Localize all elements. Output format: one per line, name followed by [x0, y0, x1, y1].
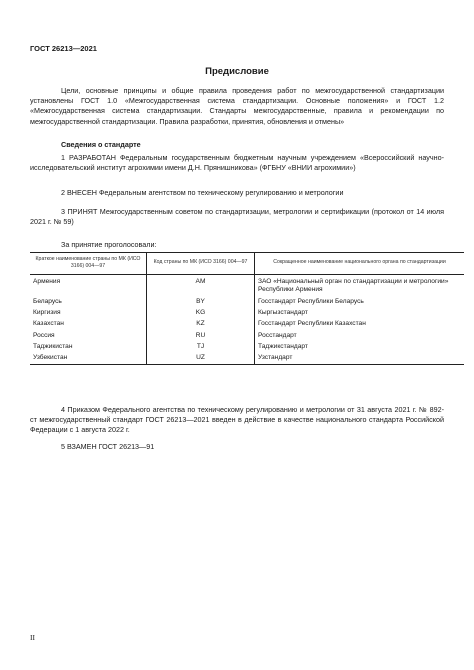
item-developed: 1 РАЗРАБОТАН Федеральным государственным бюджетным научным учреждением «Всероссийский научно-исследовательский институт агрохимии имени Д.Н. Прянишникова» (ФГБНУ «ВНИИ агрохимии»): [30, 153, 444, 173]
table-header-body: Сокращенное наименование национального органа по стандартизации: [255, 253, 465, 275]
country-code: TJ: [147, 342, 255, 353]
table-row: [30, 274, 464, 296]
item-introduced: 2 ВНЕСЕН Федеральным агентством по техническому регулированию и метрологии: [61, 188, 344, 197]
table-header-code: Код страны по МК (ИСО 3166) 004—97: [147, 253, 255, 275]
country-name: Казахстан: [33, 320, 64, 328]
standards-body: Госстандарт Республики Беларусь: [255, 296, 465, 307]
country-code: BY: [147, 296, 255, 307]
country-code: KZ: [147, 319, 255, 330]
vote-label: За принятие проголосовали:: [61, 240, 157, 249]
standards-body: Таджикстандарт: [255, 342, 465, 353]
section-heading: Сведения о стандарте: [61, 140, 141, 149]
standards-body: Росстандарт: [255, 330, 465, 341]
country-name: Россия: [33, 331, 55, 339]
standards-body: Узстандарт: [255, 353, 465, 365]
country-name: Узбекистан: [30, 353, 147, 365]
country-name: Беларусь: [33, 297, 62, 305]
table-header-country: Краткое наименование страны по МК (ИСО 3166) 004—97: [30, 253, 147, 275]
country-name: Киргизия: [33, 308, 61, 316]
country-name: Армения: [33, 277, 61, 285]
country-code: UZ: [147, 353, 255, 365]
table-row: [30, 319, 464, 330]
item-order: 4 Приказом Федерального агентства по техническому регулированию и метрологии от 31 августа 2021 г. № 892-ст межгосударственный стандарт ГОСТ 26213—2021 введен в действие в качестве национального стандарта Российской Федерации с 1 августа 2022 г.: [30, 405, 444, 435]
page-number: II: [30, 633, 35, 642]
page-title: Предисловие: [205, 66, 269, 77]
table-row: [30, 342, 464, 353]
standards-body: Кыргызстандарт: [255, 308, 465, 319]
document-code-header: ГОСТ 26213—2021: [30, 44, 97, 53]
table-row: [30, 296, 464, 307]
item-adopted: 3 ПРИНЯТ Межгосударственным советом по стандартизации, метрологии и сертификации (протокол от 14 июля 2021 г. № 59): [30, 207, 444, 227]
country-name: Таджикистан: [33, 343, 73, 351]
standards-body: ЗАО «Национальный орган по стандартизации и метрологии» Республики Армения: [255, 274, 465, 296]
country-code: KG: [147, 308, 255, 319]
table-row: [30, 353, 464, 365]
item-replaces: 5 ВЗАМЕН ГОСТ 26213—91: [61, 442, 155, 451]
country-code: RU: [147, 330, 255, 341]
country-code: AM: [147, 274, 255, 296]
voting-countries-table: [30, 252, 464, 365]
table-row: [30, 308, 464, 319]
intro-paragraph: Цели, основные принципы и общие правила проведения работ по межгосударственной стандартизации установлены ГОСТ 1.0 «Межгосударственная система стандартизации. Основные положения» и ГОСТ 1.2 «Межгосударственная система стандартизации. Стандарты межгосударственные, правила и рекомендации по межгосударственной стандартизации. Правила разработки, принятия, обновления и отмены»: [30, 86, 444, 126]
table-row: [30, 330, 464, 341]
standards-body: Госстандарт Республики Казахстан: [255, 319, 465, 330]
